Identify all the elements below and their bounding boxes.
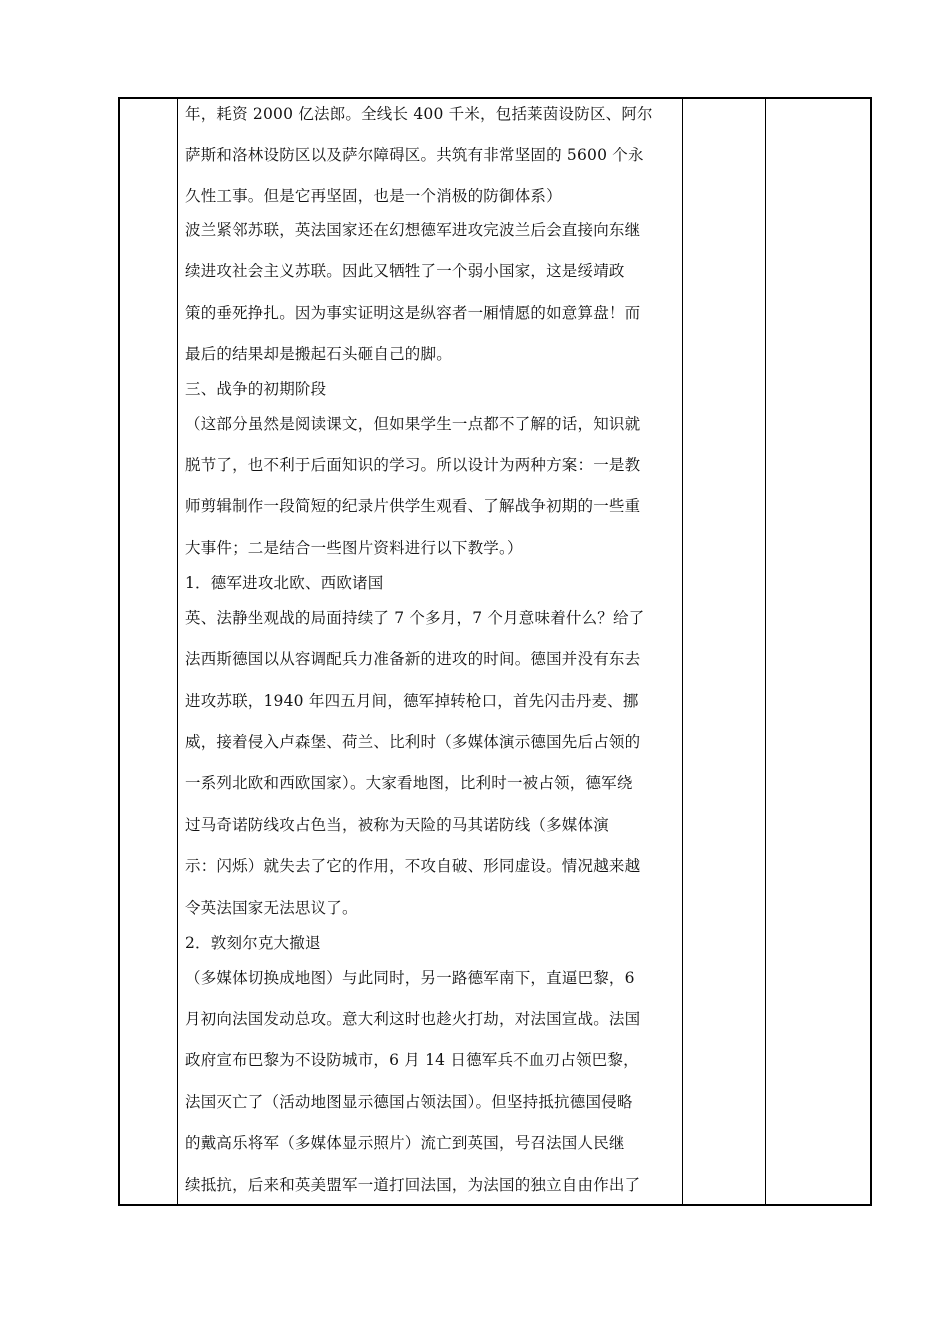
subsection-heading: 1．德军进攻北欧、西欧诸国 (185, 574, 384, 592)
text-line: 师剪辑制作一段简短的纪录片供学生观看、了解战争初期的一些重 (185, 497, 641, 515)
text-line: 令英法国家无法思议了。 (185, 899, 358, 917)
text-line: 政府宣布巴黎为不设防城市，6 月 14 日德军兵不血刃占领巴黎， (185, 1051, 639, 1069)
text-line: 萨斯和洛林设防区以及萨尔障碍区。共筑有非常坚固的 5600 个永 (185, 146, 644, 164)
text-line: 最后的结果却是搬起石头砸自己的脚。 (185, 345, 452, 363)
text-line: 大事件；二是结合一些图片资料进行以下教学。） (185, 539, 523, 557)
column-divider (765, 99, 766, 1204)
text-line: 久性工事。但是它再坚固，也是一个消极的防御体系） (185, 187, 562, 205)
text-line: 年，耗资 2000 亿法郎。全线长 400 千米，包括莱茵设防区、阿尔 (185, 105, 653, 123)
text-line: 的戴高乐将军（多媒体显示照片）流亡到英国，号召法国人民继 (185, 1134, 625, 1152)
text-line: 法西斯德国以从容调配兵力准备新的进攻的时间。德国并没有东去 (185, 650, 641, 668)
column-divider (177, 99, 178, 1204)
text-line: 续进攻社会主义苏联。因此又牺牲了一个弱小国家，这是绥靖政 (185, 262, 625, 280)
text-line: 一系列北欧和西欧国家）。大家看地图，比利时一被占领，德军绕 (185, 774, 633, 792)
section-heading: 三、战争的初期阶段 (185, 380, 327, 398)
text-line: （多媒体切换成地图）与此同时，另一路德军南下，直逼巴黎，6 (185, 969, 635, 987)
text-line: 策的垂死挣扎。因为事实证明这是纵容者一厢情愿的如意算盘！而 (185, 304, 641, 322)
text-line: 示：闪烁）就失去了它的作用，不攻自破、形同虚设。情况越来越 (185, 857, 641, 875)
column-divider (682, 99, 683, 1204)
text-line: 进攻苏联，1940 年四五月间，德军掉转枪口，首先闪击丹麦、挪 (185, 692, 639, 710)
text-line: 脱节了，也不利于后面知识的学习。所以设计为两种方案：一是教 (185, 456, 641, 474)
text-line: 波兰紧邻苏联，英法国家还在幻想德军进攻完波兰后会直接向东继 (185, 221, 641, 239)
text-line: （这部分虽然是阅读课文，但如果学生一点都不了解的话，知识就 (185, 415, 641, 433)
subsection-heading: 2．敦刻尔克大撤退 (185, 934, 321, 952)
text-line: 英、法静坐观战的局面持续了 7 个多月，7 个月意味着什么？给了 (185, 609, 645, 627)
text-line: 续抵抗，后来和英美盟军一道打回法国，为法国的独立自由作出了 (185, 1176, 641, 1194)
text-line: 威，接着侵入卢森堡、荷兰、比利时（多媒体演示德国先后占领的 (185, 733, 641, 751)
text-line: 法国灭亡了（活动地图显示德国占领法国）。但坚持抵抗德国侵略 (185, 1093, 633, 1111)
text-line: 过马奇诺防线攻占色当，被称为天险的马其诺防线（多媒体演 (185, 816, 609, 834)
text-line: 月初向法国发动总攻。意大利这时也趁火打劫，对法国宣战。法国 (185, 1010, 641, 1028)
